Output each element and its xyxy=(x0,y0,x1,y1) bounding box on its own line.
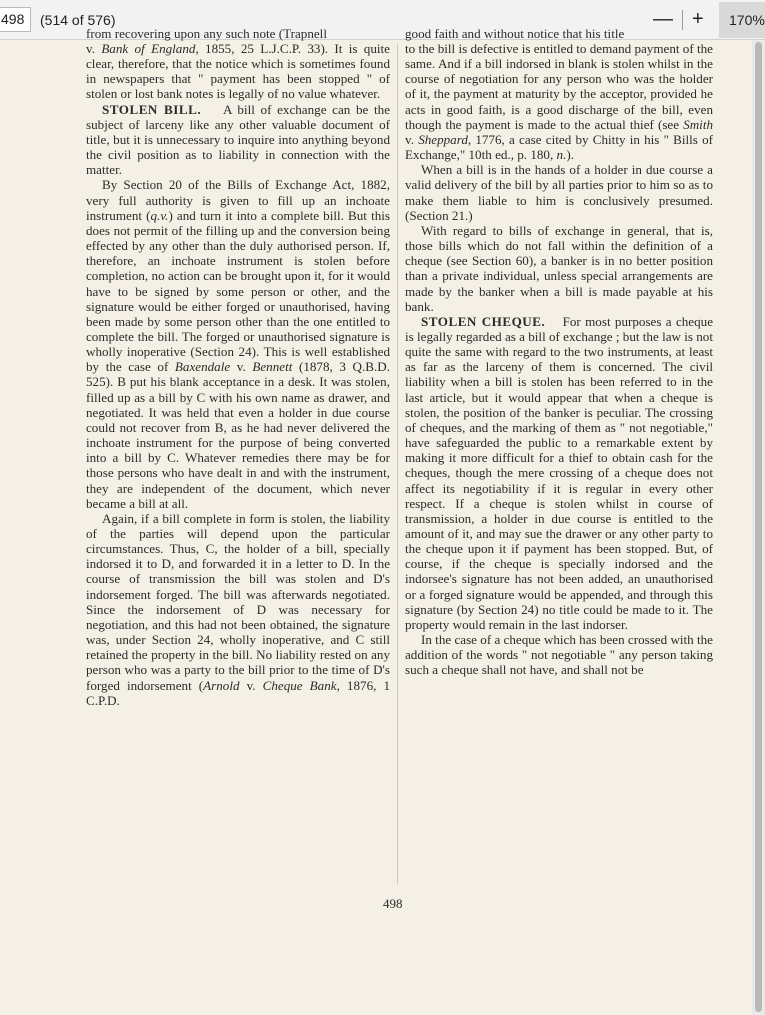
section-heading: STOLEN BILL. xyxy=(102,101,202,117)
paragraph: STOLEN CHEQUE. For most purposes a cheque is legally regarded as a bill of exchange ; but the law is not quite the same with regard to the two instruments, at least as far as the larceny of them is concerned. The civil liability when a bill is stolen has been referred to in the last article, but it would appear that when a cheque is stolen, the position of the banker is peculiar. The crossing of cheques, and the marking of them as " not negotiable," have safeguarded the public to a remarkable extent by making it more difficult for a thief to obtain cash for the cheques, though the mere crossing of a cheque does not affect its negotiability if it is regular in every other respect. If a cheque is stolen whilst in course of transmission, a holder in due course is entitled to the amount of it, and may sue the drawer or any other party to the cheque upon it if payment has been stopped. But, of course, if the cheque is specially indorsed and the indorsee's signature has not been added, an unauthorised or a forged signature would be appended, and through this signature (by Section 24) no title could be made to it. The property would remain in the last indorser. xyxy=(405,313,714,632)
paragraph: STOLEN BILL. A bill of exchange can be the subject of larceny like any other valuable document of title, but it is unnecessary to inquire into anything beyond the civil position as to liability in connection with the matter. xyxy=(86,101,391,178)
page-number: 498 xyxy=(383,896,403,911)
paragraph: to the bill is defective is entitled to demand payment of the same. And if a bill indorsed in blank is stolen whilst in the course of negotiation for any person who was the holder of it, the payment at maturity by the acceptor, provided he acts in good faith, is a good discharge of the bill, even though the payment is made to the actual thief (see Smith v. Sheppard, 1776, a case cited by Chitty in his " Bills of Exchange," 10th ed., p. 180, n.). xyxy=(405,41,713,163)
paragraph: By Section 20 of the Bills of Exchange Act, 1882, very full authority is given to fill up an inchoate instrument (q.v.) and turn it into a complete bill. But this does not permit of the filling up and the conversion being effected by any other than the duly authorised person. If, therefore, an inchoate instrument is stolen before completion, no action can be brought upon it, for it would have to be signed by some person or other, and the signature would be either forged or unauthorised, having been made by some person other than the one entitled to complete the bill. The forged or unauthorised signature is wholly inoperative (Section 24). This is well established by the case of Baxendale v. Bennett (1878, 3 Q.B.D. 525). B put his blank acceptance in a desk. It was stolen, filled up as a bill by C with his own name as drawer, and negotiated. It was held that even a holder in due course could not recover from B, as he had never delivered the inchoate instrument for the purpose of being converted into a bill by C. Whatever remedies there may be for those persons who have dealt in and with the instrument, they are independent of the document, which never became a bill at all. xyxy=(86,177,390,511)
paragraph: In the case of a cheque which has been crossed with the addition of the words " not negotiable " any person taking such a cheque shall not have, and shall not be xyxy=(405,632,713,678)
paragraph: Again, if a bill complete in form is stolen, the liability of the parties will depend upon the particular circumstances. Thus, C, the holder of a bill, specially indorsed it to D, and forwarded it in a letter to D. In the course of transmission the bill was stolen and D's indorsement forged. The bill was afterwards negotiated. Since the indorsement of D was necessary for negotiation, and this had not been obtained, the signature was, under Section 24, wholly inoperative, and C still retained the property in the bill. No liability rested on any person who was a party to the bill prior to the time of D's forged indorsement (Arnold v. Cheque Bank, 1876, 1 C.P.D. xyxy=(86,510,390,708)
cut-off-line: from recovering upon any such note (Trapnell xyxy=(86,26,327,41)
zoom-out-button[interactable]: — xyxy=(653,8,673,30)
left-column xyxy=(86,26,391,708)
section-heading: STOLEN CHEQUE. xyxy=(421,313,546,329)
scrollbar-thumb[interactable] xyxy=(755,42,762,1012)
column-divider xyxy=(397,44,398,884)
document-page xyxy=(0,26,752,1015)
toolbar-divider xyxy=(682,10,683,30)
paragraph: With regard to bills of exchange in general, that is, those bills which do not fall within the definition of a cheque (see Section 60), a banker is in no better position than a private individual, unless special arrangements are made by the banker when a bill is made payable at his bank. xyxy=(405,222,713,314)
zoom-in-button[interactable]: + xyxy=(692,8,704,30)
right-column xyxy=(405,26,714,678)
paragraph: When a bill is in the hands of a holder in due course a valid delivery of the bill by all parties prior to him so as to make them liable to him is conclusively presumed. (Section 21.) xyxy=(405,162,713,223)
page-count-label: (514 of 576) xyxy=(40,12,116,28)
cut-off-line: good faith and without notice that his title xyxy=(405,26,625,41)
vertical-scrollbar[interactable] xyxy=(752,40,765,1015)
document-viewport[interactable] xyxy=(0,26,765,1015)
paragraph: v. Bank of England, 1855, 25 L.J.C.P. 33). It is quite clear, therefore, that the notice which is sometimes found in newspapers that " payment has been stopped " of stolen or lost bank notes is legally of no value whatever. xyxy=(86,41,390,102)
zoom-level-dropdown[interactable]: 170% xyxy=(719,2,765,38)
page-number-input[interactable]: 498 xyxy=(0,7,31,32)
